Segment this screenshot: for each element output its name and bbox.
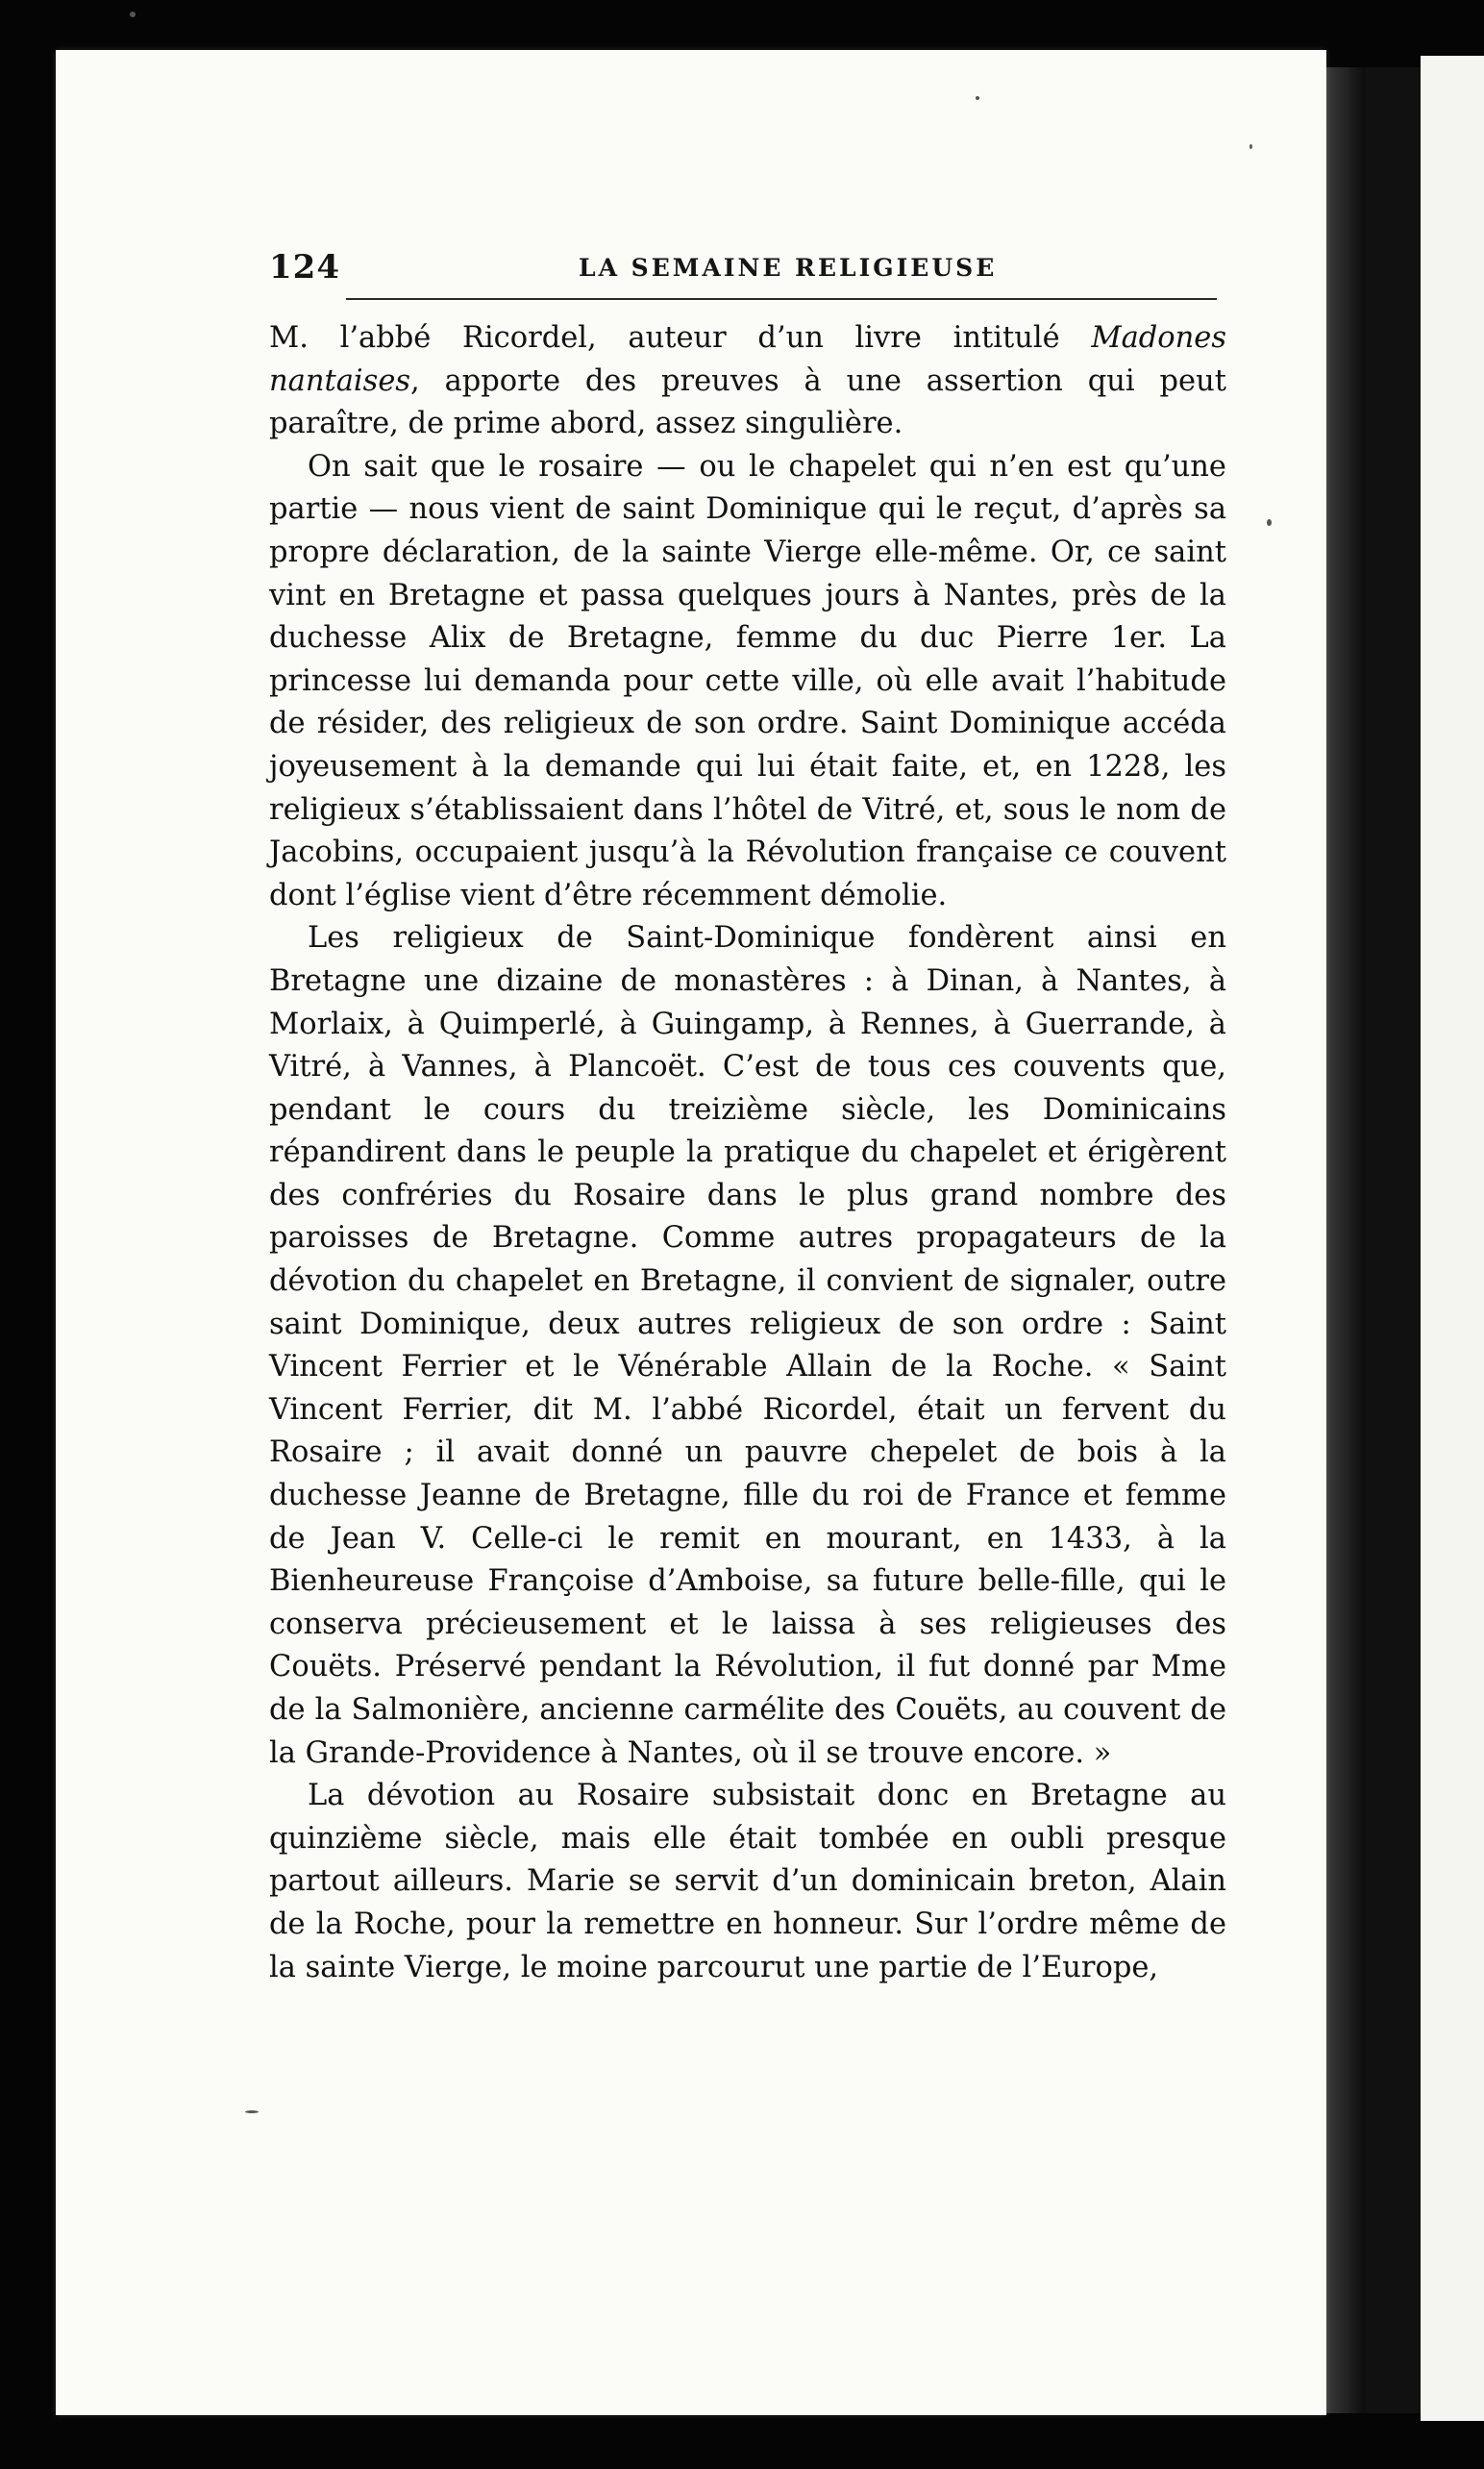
gutter-shadow bbox=[1365, 67, 1421, 2413]
paragraph-1: M. l’abbé Ricordel, auteur d’un livre intitulé Madones nantaises, apporte des preuves à une assertion qui peut paraître, de prime abord, assez singulière. bbox=[269, 321, 1226, 441]
adjacent-page-edge bbox=[1421, 56, 1484, 2421]
body-text bbox=[269, 317, 1226, 1989]
paragraph-4: La dévotion au Rosaire subsistait donc en Bretagne au quinzième siècle, mais elle était tombée en oubli presque partout ailleurs. Marie se servit d’un dominicain breton, Alain de la Roche, pour la remettre en honneur. Sur l’ordre même de la sainte Vierge, le moine parcourut une partie de l’Europe, bbox=[269, 1779, 1226, 1984]
header-rule bbox=[346, 298, 1217, 300]
book-title: Madones nantaises bbox=[269, 321, 1226, 398]
paragraph-2: On sait que le rosaire — ou le chapelet qui n’en est qu’une partie — nous vient de saint Dominique qui le reçut, d’après sa propre déclaration, de la sainte Vierge elle-même. Or, ce saint vint en Bretagne et passa quelques jours à Nantes, près de la duchesse Alix de Bretagne, femme du duc Pierre 1er. La princesse lui demanda pour cette ville, où elle avait l’habitude de résider, des religieux de son ordre. Saint Dominique accéda joyeusement à la demande qui lui était faite, et, en 1228, les religieux s’établissaient dans l’hôtel de Vitré, et, sous le nom de Jacobins, occupaient jusqu’à la Révolution française ce couvent dont l’église vient d’être récemment démolie. bbox=[269, 449, 1226, 912]
page-edge-shadow bbox=[1326, 67, 1365, 2413]
page-number: 124 bbox=[269, 248, 340, 287]
page-header bbox=[269, 248, 1232, 287]
paragraph-3: Les religieux de Saint-Dominique fondèrent ainsi en Bretagne une dizaine de monastères : à Dinan, à Nantes, à Morlaix, à Quimperlé, à Guingamp, à Rennes, à Guerrande, à Vitré, à Vannes, à Plancoët. C’est de tous ces couvents que, pendant le cours du treizième siècle, les Dominicains répandirent dans le peuple la pratique du chapelet et érigèrent des confréries du Rosaire dans le plus grand nombre des paroisses de Bretagne. Comme autres propagateurs de la dévotion du chapelet en Bretagne, il convient de signaler, outre saint Dominique, deux autres religieux de son ordre : Saint Vincent Ferrier et le Vénérable Allain de la Roche. « Saint Vincent Ferrier, dit M. l’abbé Ricordel, était un fervent du Rosaire ; il avait donné un pauvre chepelet de bois à la duchesse Jeanne de Bretagne, fille du roi de France et femme de Jean V. Celle-ci le remit en mourant, en 1433, à la Bienheureuse Françoise d’Amboise, sa future belle-fille, qui le conserva précieusement et le laissa à ses religieuses des Couëts. Préservé pendant la Révolution, il fut donné par Mme de la Salmonière, ancienne carmélite des Couëts, au couvent de la Grande-Providence à Nantes, où il se trouve encore. » bbox=[269, 921, 1226, 1770]
running-title: LA SEMAINE RELIGIEUSE bbox=[579, 254, 998, 282]
